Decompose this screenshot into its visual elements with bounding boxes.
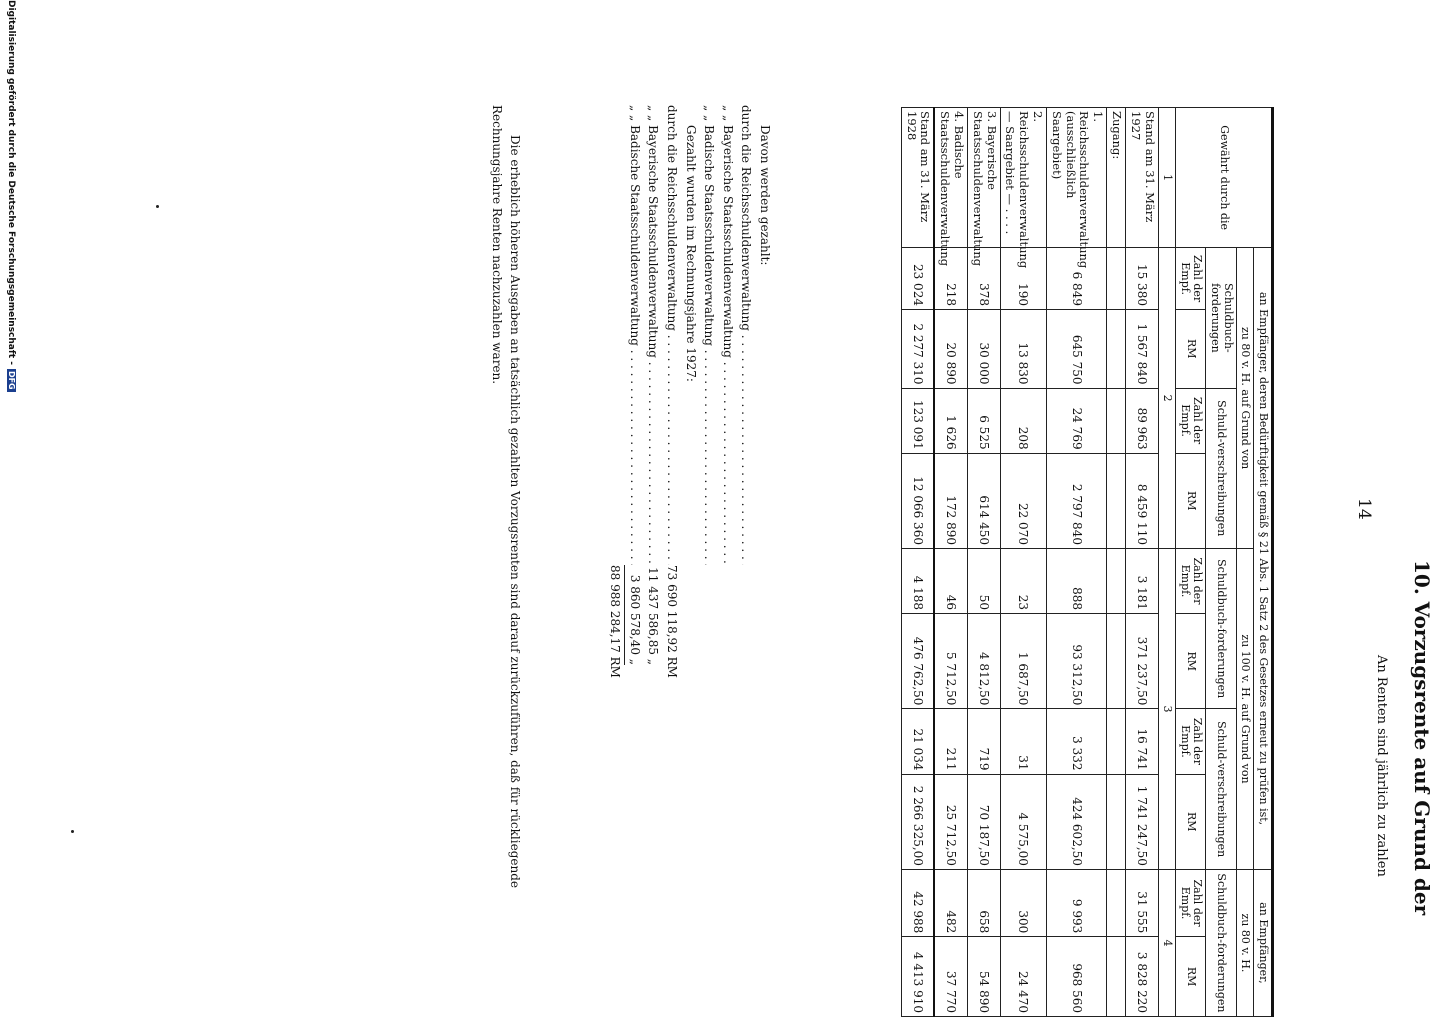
table-cell: 3 332 — [1046, 709, 1106, 774]
header-schuldbuch: Schuldbuch-forderungen — [1206, 548, 1236, 708]
scan-speck — [156, 205, 159, 208]
payment-line — [737, 105, 756, 665]
row-label: 1. Reichsschuldenverwaltung (ausschließlich Saargebiet) — [1046, 108, 1106, 248]
table-cell: 13 830 — [1000, 309, 1046, 388]
table-row — [901, 108, 934, 1017]
table-cell: 24 470 — [1000, 937, 1046, 1017]
table-cell: 645 750 — [1046, 309, 1106, 388]
table-cell: 4 413 910 — [901, 937, 934, 1017]
header-count: Zahl der Empf. — [1176, 709, 1206, 774]
page-number: 14 — [1354, 498, 1374, 520]
payment-heading: Davon werden gezahlt: — [758, 125, 772, 266]
table-cell: 1 567 840 — [1125, 309, 1158, 388]
table-cell — [1107, 774, 1126, 869]
payment-label: „ „ Bayerische Staatsschuldenverwaltung . . . — [718, 105, 737, 565]
row-label: 2. Reichsschuldenverwaltung — Saargebiet — . . . . — [1000, 108, 1046, 248]
header-sub-b1: zu 80 v. H. — [1236, 869, 1254, 1016]
credit-text: Digitalisierung gefördert durch die Deutsche Forschungsgemeinschaft - — [6, 0, 16, 365]
pension-table — [901, 107, 1274, 1017]
table-cell: 12 066 360 — [901, 453, 934, 548]
header-rm: RM — [1176, 937, 1206, 1017]
table-cell: 31 — [1000, 709, 1046, 774]
table-cell: 46 — [934, 548, 967, 613]
table-cell: 300 — [1000, 869, 1046, 936]
table-cell: 614 450 — [967, 453, 1000, 548]
header-rm: RM — [1176, 309, 1206, 388]
scan-speck — [71, 830, 74, 833]
table-cell: 22 070 — [1000, 453, 1046, 548]
table-cell: 888 — [1046, 548, 1106, 613]
table-cell: 190 — [1000, 248, 1046, 310]
table-cell: 15 380 — [1125, 248, 1158, 310]
column-index: 1 — [1158, 108, 1176, 248]
header-granted-by: Gewährt durch die — [1176, 108, 1273, 248]
row-label: Stand am 31. März 1927 — [1125, 108, 1158, 248]
payment-line — [700, 105, 719, 665]
table-cell — [1107, 869, 1126, 936]
payment-value — [700, 565, 719, 665]
payment-value: 73 690 118,92 RM — [665, 565, 680, 678]
table-cell: 9 993 — [1046, 869, 1106, 936]
table-cell: 2 277 310 — [901, 309, 934, 388]
table-cell: 8 459 110 — [1125, 453, 1158, 548]
table-cell: 93 312,50 — [1046, 614, 1106, 709]
payment-label: durch die Reichsschuldenverwaltung . . . — [737, 105, 756, 565]
payment-line — [625, 105, 644, 665]
table-row — [1046, 108, 1106, 1017]
table-cell: 42 988 — [901, 869, 934, 936]
header-count: Zahl der Empf. — [1176, 869, 1206, 936]
payment-total: 88 988 284,17 RM — [608, 565, 623, 678]
table-cell — [1107, 388, 1126, 453]
table-cell: 6 525 — [967, 388, 1000, 453]
table-cell: 89 963 — [1125, 388, 1158, 453]
table-cell: 476 762,50 — [901, 614, 934, 709]
table-cell: 70 187,50 — [967, 774, 1000, 869]
payment-label: „ „ Badische Staatsschuldenverwaltung . . . — [700, 105, 719, 565]
table-row — [1107, 108, 1126, 1017]
table-cell: 482 — [934, 869, 967, 936]
table-cell: 31 555 — [1125, 869, 1158, 936]
payment-section — [606, 105, 774, 678]
table-cell: 37 770 — [934, 937, 967, 1017]
row-label: 3. Bayerische Staatsschuldenverwaltung — [967, 108, 1000, 248]
table-cell: 1 626 — [934, 388, 967, 453]
table-cell: 378 — [967, 248, 1000, 310]
table-cell: 5 712,50 — [934, 614, 967, 709]
paid-heading: Gezahlt wurden im Rechnungsjahre 1927: — [683, 125, 698, 382]
table-cell: 719 — [967, 709, 1000, 774]
table-cell: 23 024 — [901, 248, 934, 310]
table-row — [1000, 108, 1046, 1017]
table-row — [967, 108, 1000, 1017]
header-schuldbuch: Schuldbuch-forderungen — [1206, 248, 1236, 388]
subtitle: An Renten sind jährlich zu zahlen — [1374, 655, 1389, 877]
table-cell: 25 712,50 — [934, 774, 967, 869]
footnote: Die erheblich höheren Ausgaben an tatsächlich gezahlten Vorzugsrenten sind darauf zurückzuführen, daß für rückliegende Rechnungsjahre Renten nachzuzahlen waren. — [490, 105, 522, 888]
header-schuldver: Schuld-verschreibungen — [1206, 388, 1236, 548]
table-cell: 968 560 — [1046, 937, 1106, 1017]
payment-value — [718, 565, 737, 665]
table-cell: 50 — [967, 548, 1000, 613]
table-cell: 1 741 247,50 — [1125, 774, 1158, 869]
payment-line — [718, 105, 737, 665]
table-cell: 172 890 — [934, 453, 967, 548]
payment-value: 11 437 586,85 „ — [646, 567, 661, 665]
table-cell: 23 — [1000, 548, 1046, 613]
table-row — [934, 108, 967, 1017]
row-label: Zugang: — [1107, 108, 1126, 248]
table-cell: 4 575,00 — [1000, 774, 1046, 869]
table-cell: 30 000 — [967, 309, 1000, 388]
header-count: Zahl der Empf. — [1176, 548, 1206, 613]
table-cell: 424 602,50 — [1046, 774, 1106, 869]
header-schuldbuch: Schuldbuch-forderungen — [1206, 869, 1236, 1016]
payment-label: durch die Reichsschuldenverwaltung . . . — [662, 105, 681, 565]
table-cell: 24 769 — [1046, 388, 1106, 453]
table-cell: 21 034 — [901, 709, 934, 774]
table-cell: 658 — [967, 869, 1000, 936]
table-cell: 6 849 — [1046, 248, 1106, 310]
table-cell — [1107, 309, 1126, 388]
header-count: Zahl der Empf. — [1176, 248, 1206, 310]
table-cell: 211 — [934, 709, 967, 774]
header-rm: RM — [1176, 614, 1206, 709]
table-cell: 1 687,50 — [1000, 614, 1046, 709]
dfg-logo: DFG — [7, 370, 16, 390]
payment-line — [644, 105, 663, 665]
table-cell: 208 — [1000, 388, 1046, 453]
table-cell: 3 181 — [1125, 548, 1158, 613]
table-cell: 218 — [934, 248, 967, 310]
table-cell — [1107, 548, 1126, 613]
column-index: 4 — [1158, 869, 1176, 1016]
header-group-b: an Empfänger, — [1254, 869, 1273, 1016]
header-rm: RM — [1176, 453, 1206, 548]
row-label: 4. Badische Staatsschuldenverwaltung — [934, 108, 967, 248]
payment-value — [737, 565, 756, 665]
row-label: Stand am 31. März 1928 — [901, 108, 934, 248]
payment-label: „ „ Badische Staatsschuldenverwaltung . . . — [625, 105, 644, 565]
payment-label: „ „ Bayerische Staatsschuldenverwaltung . . . — [644, 105, 663, 565]
header-rm: RM — [1176, 774, 1206, 869]
payment-line — [662, 105, 681, 678]
table-row — [1125, 108, 1158, 1017]
table-cell — [1107, 453, 1126, 548]
table-cell: 371 237,50 — [1125, 614, 1158, 709]
table-cell: 4 812,50 — [967, 614, 1000, 709]
table-cell — [1107, 709, 1126, 774]
table-cell: 2 797 840 — [1046, 453, 1106, 548]
table-cell: 4 188 — [901, 548, 934, 613]
table-cell: 3 828 220 — [1125, 937, 1158, 1017]
column-index: 3 — [1158, 548, 1176, 869]
column-index: 2 — [1158, 248, 1176, 549]
section-title: 10. Vorzugsrente auf Grund der — [1410, 560, 1434, 916]
digitization-credit — [6, 0, 16, 1000]
table-cell — [1107, 937, 1126, 1017]
header-sub-a1: zu 80 v. H. auf Grund von — [1236, 248, 1254, 549]
table-cell: 2 266 325,00 — [901, 774, 934, 869]
table-cell — [1107, 248, 1126, 310]
table-cell: 16 741 — [1125, 709, 1158, 774]
payment-value: 3 860 578,40 „ — [627, 574, 642, 665]
header-sub-a2: zu 100 v. H. auf Grund von — [1236, 548, 1254, 869]
table-cell — [1107, 614, 1126, 709]
table-cell: 20 890 — [934, 309, 967, 388]
header-group-a: an Empfänger, deren Bedürftigkeit gemäß § 21 Abs. 1 Satz 2 des Gesetzes erneut zu prüfen ist, — [1254, 248, 1273, 870]
table-cell: 54 890 — [967, 937, 1000, 1017]
header-schuldver: Schuld-verschreibungen — [1206, 709, 1236, 870]
header-count: Zahl der Empf. — [1176, 388, 1206, 453]
table-cell: 123 091 — [901, 388, 934, 453]
